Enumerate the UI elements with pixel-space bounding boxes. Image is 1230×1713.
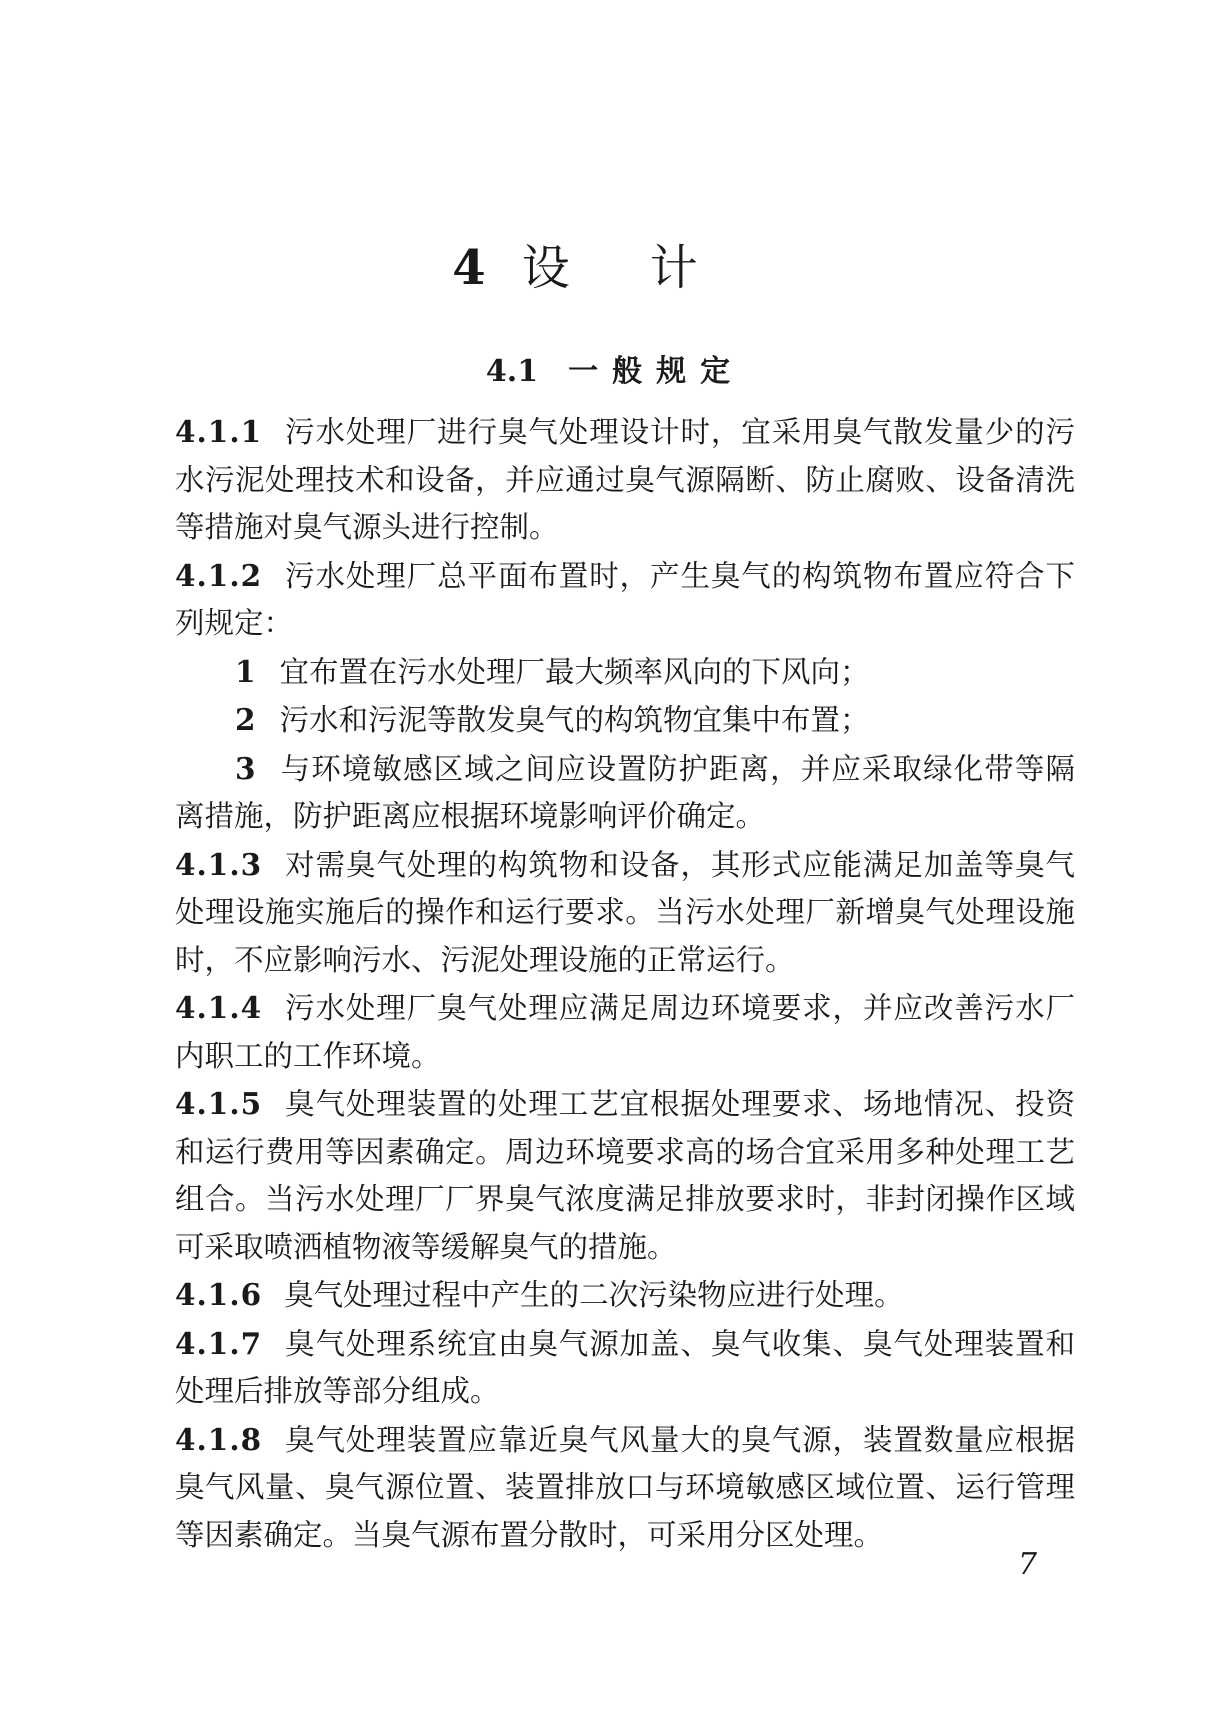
- clause-number: 4.1.8: [175, 1421, 263, 1457]
- chapter-title-text: 设计: [521, 240, 778, 296]
- chapter-heading: [0, 238, 1230, 298]
- section-body: [175, 408, 1075, 1559]
- list-item-number: 2: [235, 702, 256, 737]
- clause-text: 臭气处理装置的处理工艺宜根据处理要求、场地情况、投资和运行费用等因素确定。周边环境要求高的场合宜采用多种处理工艺组合。当污水处理厂厂界臭气浓度满足排放要求时，非封闭操作区域可采取喷洒植物液等缓解臭气的措施。: [175, 1087, 1075, 1264]
- clause-4-1-6: [175, 1271, 1075, 1320]
- section-title-text: 一般规定: [568, 354, 745, 389]
- list-item-number: 3: [235, 750, 256, 786]
- clause-number: 4.1.5: [175, 1086, 263, 1121]
- clause-4-1-2: [175, 552, 1075, 648]
- clause-4-1-5: [175, 1080, 1075, 1271]
- clause-text: 臭气处理过程中产生的二次污染物应进行处理。: [284, 1278, 904, 1312]
- clause-number: 4.1.7: [175, 1325, 263, 1361]
- clause-number: 4.1.1: [175, 414, 263, 449]
- list-item-1: [175, 648, 1075, 697]
- list-item-3: [175, 745, 1075, 841]
- clause-4-1-8: [175, 1416, 1075, 1560]
- clause-4-1-4: [175, 984, 1075, 1080]
- clause-4-1-3: [175, 841, 1075, 985]
- list-item-2: [175, 696, 1075, 745]
- clause-text: 污水处理厂臭气处理应满足周边环境要求，并应改善污水厂内职工的工作环境。: [175, 991, 1075, 1073]
- clause-4-1-7: [175, 1320, 1075, 1416]
- list-item-text: 宜布置在污水处理厂最大频率风向的下风向；: [279, 654, 870, 689]
- clause-number: 4.1.2: [175, 557, 263, 593]
- clause-text: 臭气处理装置应靠近臭气风量大的臭气源，装置数量应根据臭气风量、臭气源位置、装置排放口与环境敏感区域位置、运行管理等因素确定。当臭气源布置分散时，可采用分区处理。: [175, 1422, 1075, 1552]
- section-heading: [0, 352, 1230, 392]
- clause-number: 4.1.6: [175, 1277, 263, 1312]
- chapter-number: 4: [452, 240, 488, 296]
- clause-text: 污水处理厂总平面布置时，产生臭气的构筑物布置应符合下列规定：: [175, 558, 1075, 640]
- clause-text: 臭气处理系统宜由臭气源加盖、臭气收集、臭气处理装置和处理后排放等部分组成。: [175, 1326, 1075, 1408]
- clause-text: 污水处理厂进行臭气处理设计时，宜采用臭气散发量少的污水污泥处理技术和设备，并应通过臭气源隔断、防止腐败、设备清洗等措施对臭气源头进行控制。: [175, 415, 1075, 544]
- page-number: 7: [1018, 1547, 1038, 1582]
- clause-number: 4.1.4: [175, 990, 263, 1025]
- section-number: 4.1: [485, 354, 539, 389]
- clause-number: 4.1.3: [175, 846, 263, 882]
- list-item-number: 1: [235, 653, 256, 689]
- clause-text: 对需臭气处理的构筑物和设备，其形式应能满足加盖等臭气处理设施实施后的操作和运行要求。当污水处理厂新增臭气处理设施时，不应影响污水、污泥处理设施的正常运行。: [175, 847, 1075, 977]
- list-item-text: 与环境敏感区域之间应设置防护距离，并应采取绿化带等隔离措施，防护距离应根据环境影响评价确定。: [175, 751, 1075, 833]
- list-item-text: 污水和污泥等散发臭气的构筑物宜集中布置；: [279, 703, 870, 737]
- clause-4-1-1: [175, 408, 1075, 552]
